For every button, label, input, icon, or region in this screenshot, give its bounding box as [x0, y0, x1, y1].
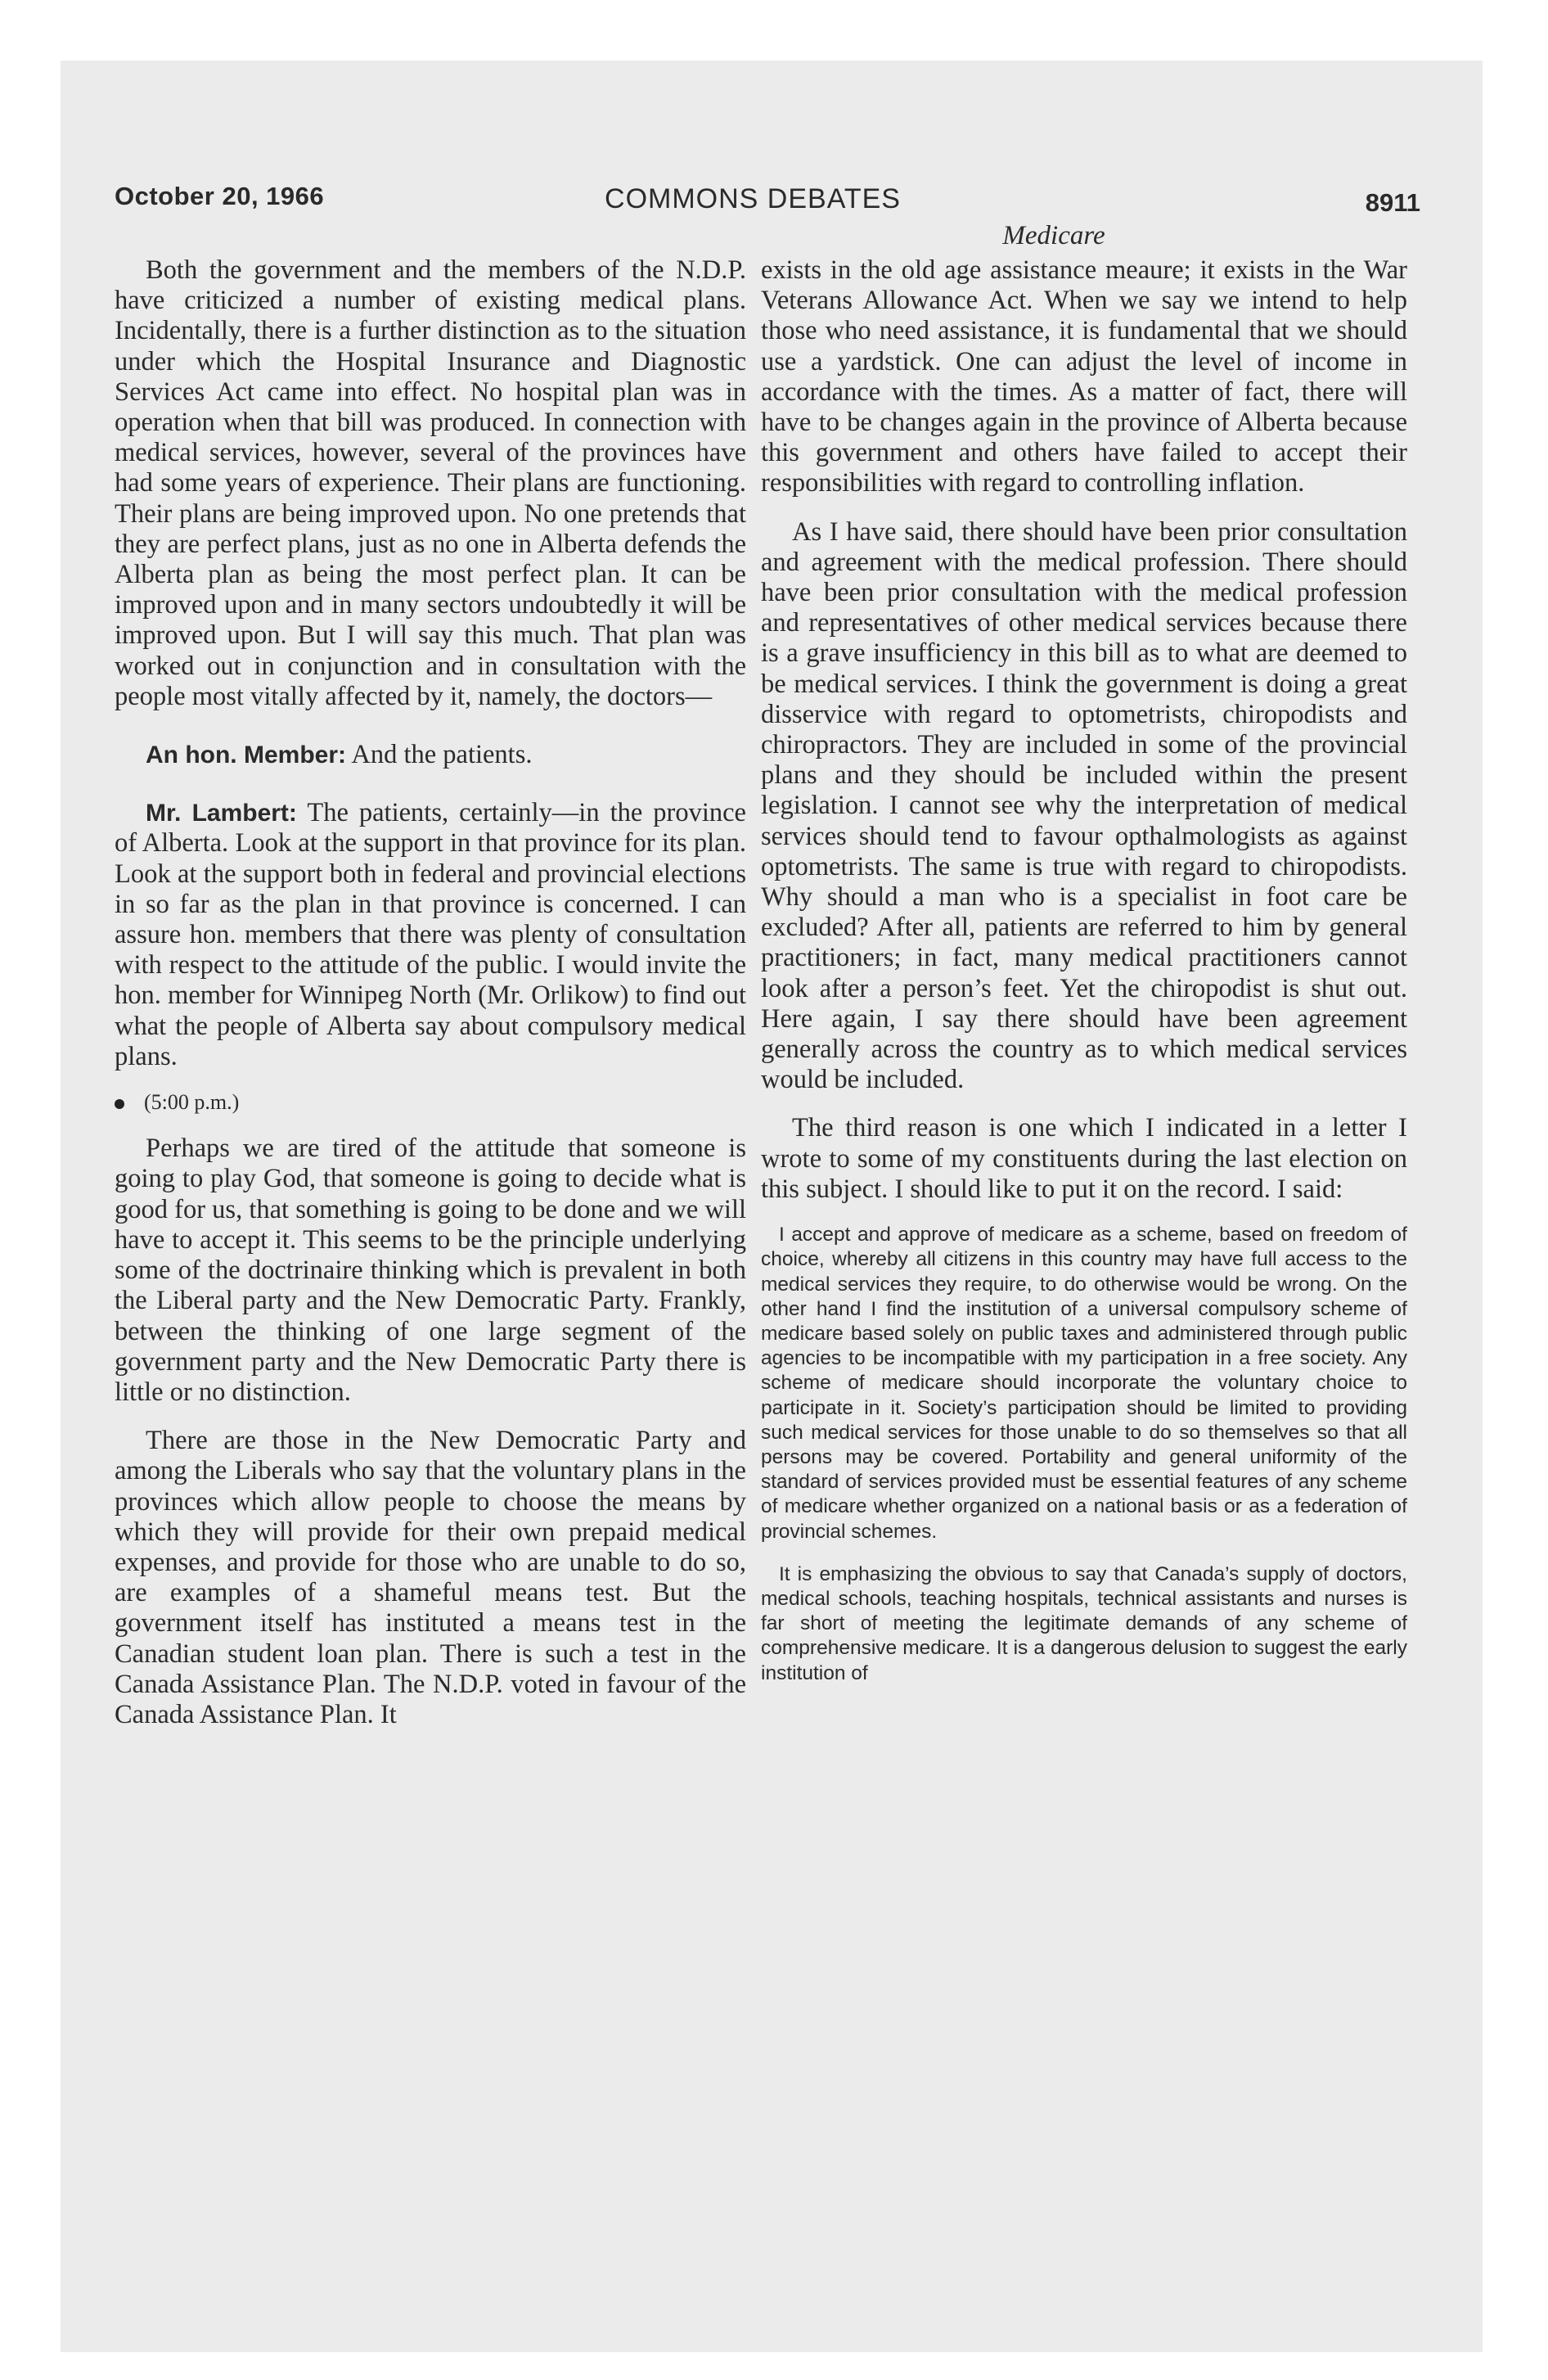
- paragraph: exists in the old age assistance meaure; it exists in the War Veterans Allowance Act. When we say we intend to help those who need assistance, it is fundamental that we should use a yardstick. One can adjust the level of income in accordance with the times. As a matter of fact, there will have to be changes again in the province of Alberta because this government and others have failed to accept their responsibilities with regard to controlling inflation.: [761, 255, 1407, 498]
- page-header: [115, 182, 1420, 217]
- page-number: 8911: [1365, 188, 1420, 217]
- paragraph: There are those in the New Democratic Party and among the Liberals who say that the voluntary plans in the provinces which allow people to choose the means by which they will provide for their own prepaid medical expenses, and provide for those who are unable to do so, are examples of a shameful means test. But the government itself has instituted a means test in the Canadian student loan plan. There is such a test in the Canada Assistance Plan. The N.D.P. voted in favour of the Canada Assistance Plan. It: [115, 1426, 746, 1729]
- time-marker: [115, 1087, 746, 1117]
- paragraph: Perhaps we are tired of the attitude that someone is going to play God, that someone is going to decide what is good for us, that something is going to be done and we will have to accept it. This seems to be the principle underlying some of the doctrinaire thinking which is prevalent in both the Liberal party and the New Democratic Party. Frankly, between the thinking of one large segment of the government party and the New Democratic Party there is little or no distinction.: [115, 1134, 746, 1407]
- interjection-text: And the patients.: [351, 740, 533, 770]
- block-quote: [761, 1223, 1407, 1686]
- quote-paragraph: I accept and approve of medicare as a scheme, based on freedom of choice, whereby all citizens in this country may have full access to the medical services they require, to do otherwise would be wrong. On the other hand I find the institution of a universal compulsory scheme of medicare based solely on public taxes and administered through public agencies to be incompatible with my participation in a free society. Any scheme of medicare should incorporate the voluntary choice to participate in it. Society’s participation should be limited to providing such medical services for those unable to do so themselves so that all persons may be covered. Portability and general uniformity of the standard of services provided must be essential features of any scheme of medicare whether organized on a national basis or as a federation of provincial schemes.: [761, 1224, 1407, 1543]
- left-column: [115, 255, 746, 2154]
- speech-text: The patients, certainly—in the province of Alberta. Look at the support in that province for its plan. Look at the support both in federal and provincial elections in so far as the plan in that province is concerned. I can assure hon. members that there was plenty of consultation with respect to the attitude of the public. I would invite the hon. member for Winnipeg North (Mr. Orlikow) to find out what the people of Alberta say about compulsory medical plans.: [115, 798, 746, 1071]
- header-title: COMMONS DEBATES: [605, 183, 901, 214]
- quote-paragraph: It is emphasizing the obvious to say that Canada’s supply of doctors, medical schools, teaching hospitals, technical assistants and nurses is far short of meeting the legitimate demands of any scheme of comprehensive medicare. It is a dangerous delusion to suggest the early institution of: [761, 1562, 1407, 1684]
- bullet-icon: [115, 1099, 124, 1109]
- paragraph: Both the government and the members of the N.D.P. have criticized a number of existing medical plans. Incidentally, there is a further distinction as to the situation under which the Hospital Insurance and Diagnostic Services Act came into effect. No hospital plan was in operation when that bill was produced. In connection with medical services, however, several of the provinces have had some years of experience. Their plans are functioning. Their plans are being improved upon. No one pretends that they are perfect plans, just as no one in Alberta defends the Alberta plan as being the most perfect plan. It can be improved upon and in many sectors undoubtedly it will be improved upon. But I will say this much. That plan was worked out in conjunction and in consultation with the people most vitally affected by it, namely, the doctors—: [115, 255, 746, 711]
- speaker-name: An hon. Member:: [146, 741, 346, 769]
- section-heading: Medicare: [1002, 221, 1105, 250]
- header-date: October 20, 1966: [115, 182, 325, 210]
- paragraph: The third reason is one which I indicated in a letter I wrote to some of my constituents during the last election on this subject. I should like to put it on the record. I said:: [761, 1113, 1407, 1204]
- paragraph: As I have said, there should have been prior consultation and agreement with the medical profession. There should have been prior consultation with the medical profession and representatives of other medical services because there is a grave insufficiency in this bill as to what are deemed to be medical services. I think the government is doing a great disservice with regard to optometrists, chiropodists and chiropractors. They are included in some of the provincial plans and they should be included within the present legislation. I cannot see why the interpretation of medical services should tend to favour opthalmologists as against optometrists. The same is true with regard to chiropodists. Why should a man who is a specialist in foot care be excluded? After all, patients are referred to him by general practitioners; in fact, many medical practitioners cannot look after a person’s feet. Yet the chiropodist is shut out. Here again, I say there should have been agreement generally across the country as to which medical services would be included.: [761, 516, 1407, 1095]
- time-text: (5:00 p.m.): [144, 1090, 240, 1115]
- speech: [115, 798, 746, 1072]
- interjection: [115, 740, 746, 770]
- right-column: [761, 255, 1407, 2154]
- speaker-name: Mr. Lambert:: [146, 800, 297, 827]
